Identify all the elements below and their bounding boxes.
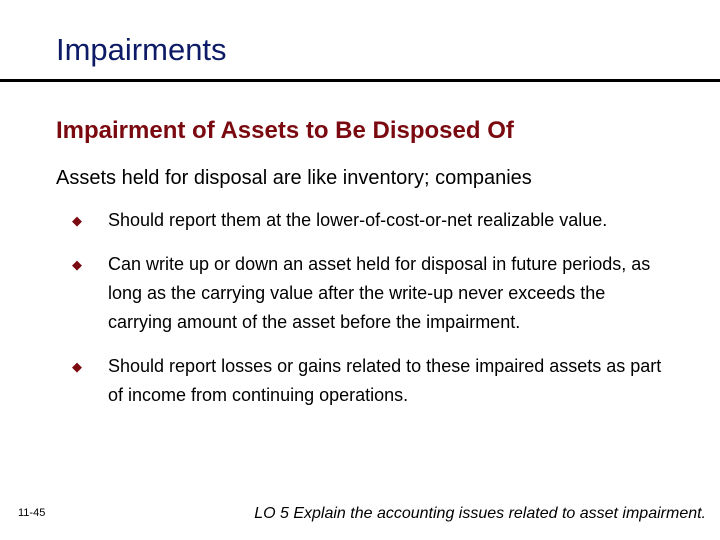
bullet-item bbox=[72, 352, 672, 410]
learning-objective-footer: LO 5 Explain the accounting issues related to asset impairment. bbox=[254, 505, 706, 522]
intro-text: Assets held for disposal are like inventory; companies bbox=[56, 167, 532, 189]
bullet-item bbox=[72, 250, 672, 337]
slide-title: Impairments bbox=[56, 32, 227, 67]
bullet-text: Can write up or down an asset held for disposal in future periods, as long as the carrying value after the write-up never exceeds the carrying amount of the asset before the impairment. bbox=[108, 254, 651, 332]
bullet-item bbox=[72, 206, 672, 235]
section-subtitle: Impairment of Assets to Be Disposed Of bbox=[56, 117, 514, 144]
bullet-text: Should report them at the lower-of-cost-or-net realizable value. bbox=[108, 210, 608, 230]
title-divider bbox=[0, 79, 720, 82]
bullet-text: Should report losses or gains related to these impaired assets as part of income from continuing operations. bbox=[108, 356, 662, 405]
diamond-bullet-icon: ◆ bbox=[72, 257, 82, 272]
diamond-bullet-icon: ◆ bbox=[72, 213, 82, 228]
slide-number: 11-45 bbox=[18, 507, 46, 519]
bullet-list bbox=[72, 206, 672, 425]
diamond-bullet-icon: ◆ bbox=[72, 359, 82, 374]
